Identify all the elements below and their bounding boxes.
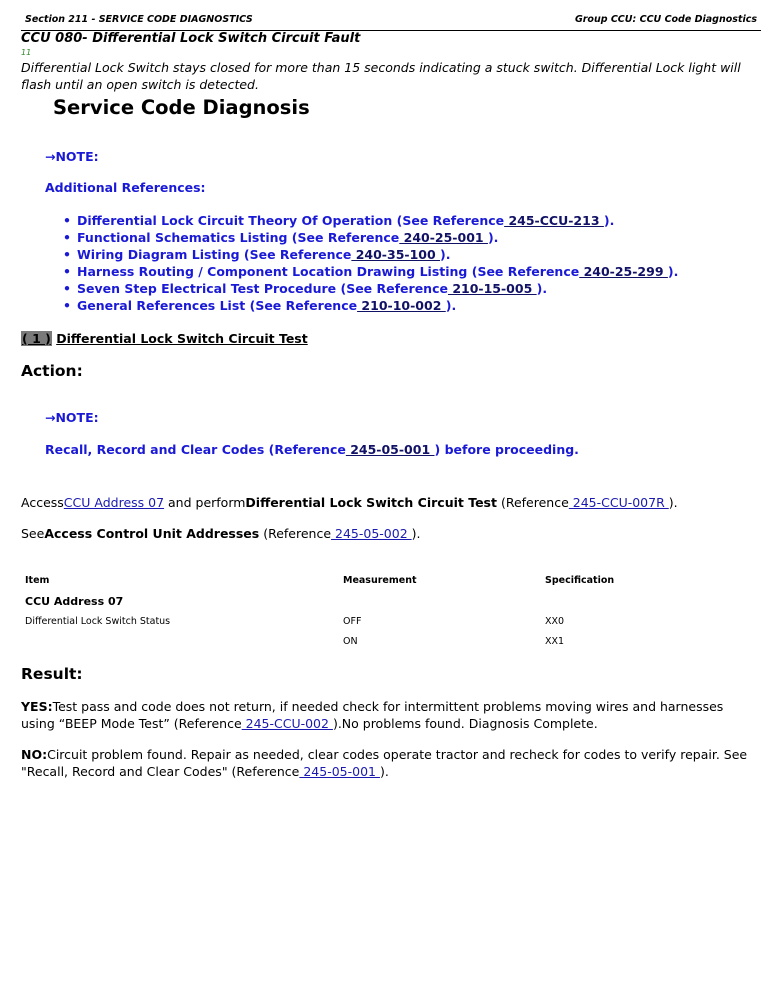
table-cell: XX0 [545,616,565,627]
bullet-icon: • [63,247,71,262]
reference-link[interactable]: 245-05-002 [331,526,412,541]
reference-link[interactable]: 245-05-001 [299,764,380,779]
ccu-address-link[interactable]: CCU Address 07 [63,495,165,510]
table-cell: XX1 [545,636,565,647]
reference-link[interactable]: 240-25-001 [399,230,488,245]
reference-link[interactable]: 245-CCU-213 [504,213,604,228]
see-instruction: SeeAccess Control Unit Addresses (Reference 245-05-002 ). [21,526,421,541]
step-label[interactable]: Differential Lock Switch Circuit Test [56,331,308,346]
bullet-icon: • [63,230,71,245]
reference-link[interactable]: 210-10-002 [357,298,446,313]
reference-item: • Harness Routing / Component Location Drawing Listing (See Reference 240-25-299 ). [63,264,679,279]
code-description: Differential Lock Switch stays closed for more than 15 seconds indicating a stuck switch. Differential Lock light will flash until an open switch is detected. [21,60,741,92]
column-header-item: Item [25,575,50,586]
table-cell: OFF [343,616,362,627]
column-header-specification: Specification [545,575,615,586]
step-number: ( 1 ) [22,331,51,346]
result-heading: Result: [21,665,83,683]
column-header-measurement: Measurement [343,575,417,586]
table-cell: ON [343,636,358,647]
bullet-icon: • [63,281,71,296]
step-heading[interactable] [21,331,308,346]
reference-item: • Seven Step Electrical Test Procedure (See Reference 210-15-005 ). [63,281,548,296]
recall-note: Recall, Record and Clear Codes (Reference 245-05-001 ) before proceeding. [45,442,579,457]
reference-link[interactable]: 240-25-299 [579,264,668,279]
no-result: NO:Circuit problem found. Repair as needed, clear codes operate tractor and recheck for codes to verify repair. See "Recall, Record and Clear Codes" (Reference 245-05-001 ). [21,747,748,779]
reference-link[interactable]: 245-CCU-007R [568,495,669,510]
reference-list [63,212,678,314]
table-cell: Differential Lock Switch Status [25,616,171,627]
reference-item: • Functional Schematics Listing (See Reference 240-25-001 ). [63,230,499,245]
table-group-label: CCU Address 07 [25,595,124,608]
page-heading: Service Code Diagnosis [53,96,310,119]
access-instruction: AccessCCU Address 07 and performDifferential Lock Switch Circuit Test (Reference 245-CCU-007R ). [21,495,678,510]
note-label: →NOTE: [45,410,99,425]
reference-item: • Wiring Diagram Listing (See Reference 240-35-100 ). [63,247,451,262]
section-label: Section 211 - SERVICE CODE DIAGNOSTICS [25,14,253,25]
reference-link[interactable]: 240-35-100 [351,247,441,262]
reference-link[interactable]: 245-05-001 [345,442,435,457]
bullet-icon: • [63,264,71,279]
bullet-icon: • [63,213,71,228]
action-heading: Action: [21,362,83,380]
bullet-icon: • [63,298,71,313]
note-label: →NOTE: [45,149,99,164]
reference-link[interactable]: 245-CCU-002 [241,716,333,731]
reference-link[interactable]: 210-15-005 [447,281,537,296]
code-title: CCU 080- Differential Lock Switch Circuit Fault [21,31,361,46]
additional-references-heading: Additional References: [45,180,206,195]
reference-item: • Differential Lock Circuit Theory Of Operation (See Reference 245-CCU-213 ). [63,213,615,228]
group-label: Group CCU: CCU Code Diagnostics [574,14,757,25]
page-header [21,12,761,31]
title-number: 11 [21,48,32,57]
yes-result: YES:Test pass and code does not return, if needed check for intermittent problems moving wires and harnesses using “BEEP Mode Test” (Reference 245-CCU-002 ).No problems found. Diagnosis Complete. [21,699,724,731]
reference-item: • General References List (See Reference 210-10-002 ). [63,298,457,313]
